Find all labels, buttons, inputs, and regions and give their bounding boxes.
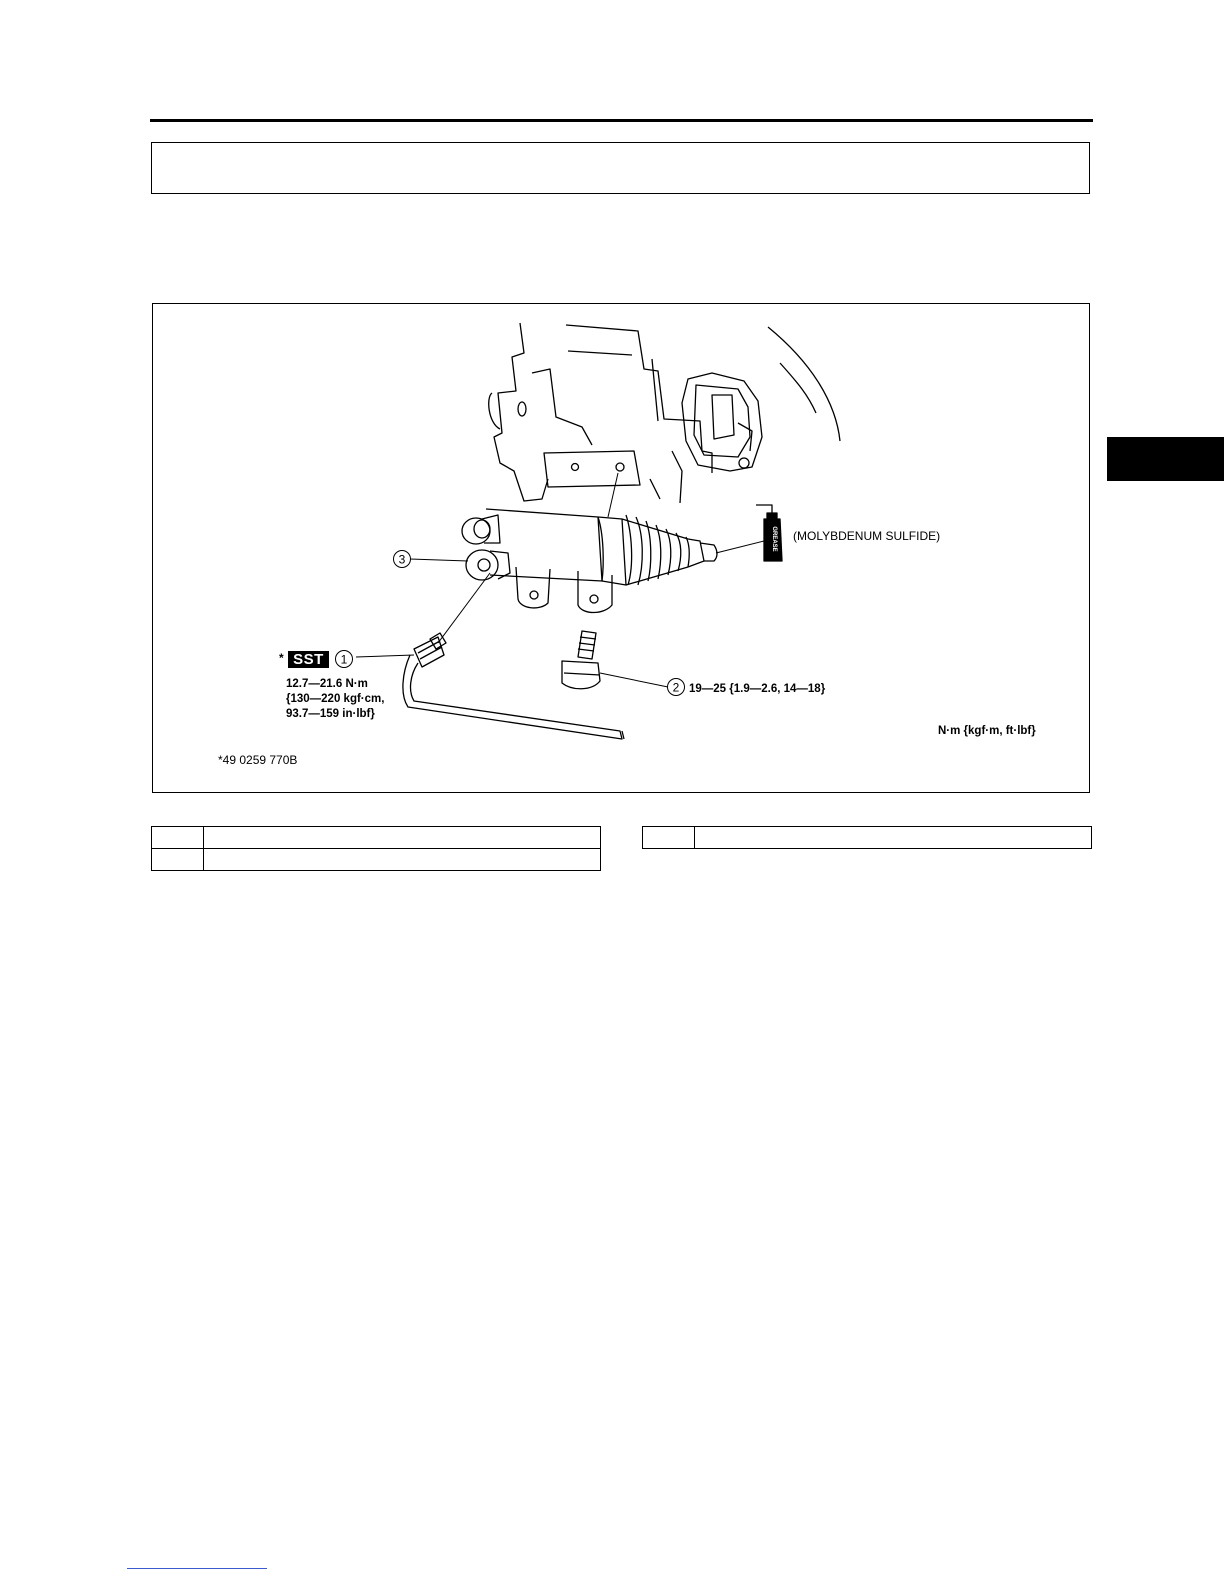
sst-tool-number: *49 0259 770B — [218, 753, 298, 767]
table-row — [643, 827, 1092, 849]
torque-1-line-1: 12.7—21.6 N·m — [286, 678, 368, 690]
bolt-drawing — [562, 631, 600, 689]
transmission-housing-drawing — [489, 323, 840, 503]
grease-bottle-icon — [756, 505, 782, 561]
legend-table-right — [642, 826, 1092, 849]
legend-text — [695, 827, 1092, 849]
legend-text — [204, 849, 601, 871]
release-cylinder-drawing — [462, 509, 717, 613]
top-rule — [150, 119, 1093, 122]
torque-1-line-3: 93.7—159 in·lbf} — [286, 708, 375, 720]
grease-icon-label: GREASE — [771, 526, 777, 552]
legend-num — [152, 827, 204, 849]
callout-2-number: 2 — [672, 680, 680, 695]
table-row — [152, 827, 601, 849]
legend-num — [152, 849, 204, 871]
sst-badge: SST — [288, 651, 329, 668]
legend-text — [204, 827, 601, 849]
lubricant-label: (MOLYBDENUM SULFIDE) — [793, 529, 941, 543]
legend-table-left — [151, 826, 601, 871]
torque-2-spec: 19—25 {1.9—2.6, 14—18} — [689, 683, 826, 695]
torque-units-note: N·m {kgf·m, ft·lbf} — [938, 725, 1036, 737]
section-header-box — [151, 142, 1090, 194]
footer-link-underline[interactable] — [127, 1568, 267, 1569]
callout-3-number: 3 — [398, 552, 406, 567]
torque-1-line-2: {130—220 kgf·cm, — [286, 693, 385, 705]
clutch-pipe-drawing — [403, 633, 624, 739]
sst-asterisk: * — [279, 651, 284, 665]
table-row — [152, 849, 601, 871]
legend-num — [643, 827, 695, 849]
section-side-tab — [1107, 437, 1224, 481]
callout-1-number: 1 — [340, 652, 348, 667]
